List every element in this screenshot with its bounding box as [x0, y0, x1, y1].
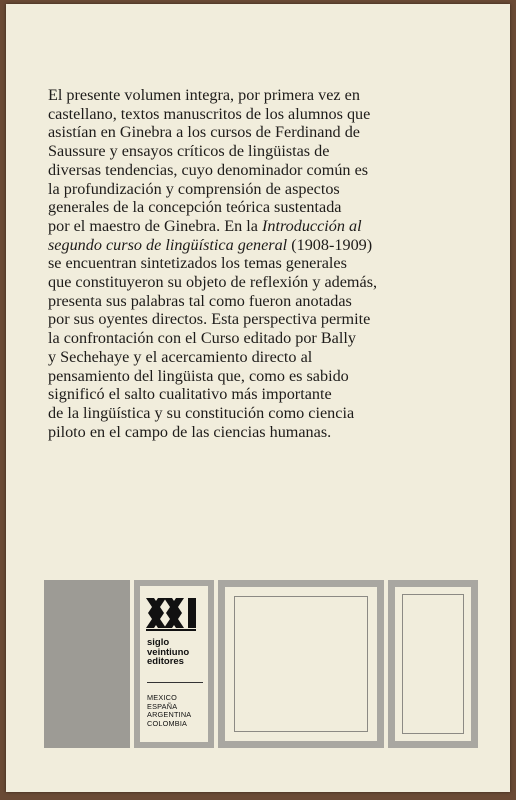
frame-panel-small-inner: [395, 587, 471, 741]
blurb-line: Saussure y ensayos críticos de lingüistas de: [48, 142, 330, 161]
blurb-line-roman: por el maestro de Ginebra. En la: [48, 216, 262, 235]
blurb-line: asistían en Ginebra a los cursos de Ferdinand de: [48, 123, 360, 142]
blurb-line: pensamiento del lingüista que, como es sabido: [48, 366, 349, 385]
blurb-line: y Sechehaye y el acercamiento directo al: [48, 347, 313, 366]
city: ESPAÑA: [147, 701, 178, 711]
publisher-panel: [134, 580, 214, 748]
blurb-line: la profundización y comprensión de aspectos: [48, 179, 340, 198]
publisher-name: [147, 638, 189, 667]
gray-panel: [44, 580, 130, 748]
publisher-cities: [147, 694, 191, 728]
blurb-line: [48, 236, 478, 255]
blurb-line: por sus oyentes directos. Esta perspectiva permite: [48, 310, 371, 329]
blurb-line: la confrontación con el Curso editado por Bally: [48, 329, 356, 348]
siglo-xxi-logo: [146, 598, 202, 632]
publisher-name-line: veintiuno: [147, 646, 190, 658]
frame-border: [402, 594, 464, 734]
book-back-cover: [6, 4, 510, 792]
publisher-band: [44, 580, 476, 748]
book-title-part2: segundo curso de lingüística general: [48, 235, 288, 254]
frame-border: [234, 596, 368, 732]
city: MEXICO: [147, 693, 177, 702]
publisher-name-line: siglo: [147, 637, 170, 648]
divider: [147, 682, 203, 683]
frame-panel-large: [218, 580, 384, 748]
blurb-line: presenta sus palabras tal como fueron anotadas: [48, 291, 352, 310]
blurb-line: se encuentran sintetizados los temas generales: [48, 254, 347, 273]
blurb-text: [48, 86, 478, 441]
city: ARGENTINA: [147, 710, 192, 720]
blurb-line: castellano, textos manuscritos de los alumnos que: [48, 104, 371, 123]
frame-panel-small: [388, 580, 478, 748]
blurb-line: [48, 217, 478, 236]
blurb-line: significó el salto cualitativo más importante: [48, 385, 332, 404]
blurb-line: piloto en el campo de las ciencias humanas.: [48, 422, 332, 441]
blurb-line: que constituyeron su objeto de reflexión y además,: [48, 273, 378, 292]
blurb-line: El presente volumen integra, por primera vez en: [48, 86, 360, 104]
city: COLOMBIA: [147, 718, 188, 728]
book-title-part1: Introducción al: [261, 216, 362, 235]
publisher-name-line: editores: [147, 656, 184, 668]
frame-panel-large-inner: [225, 587, 377, 741]
blurb-line: generales de la concepción teórica sustentada: [48, 198, 342, 217]
publisher-panel-inner: [140, 586, 208, 742]
blurb-line: diversas tendencias, cuyo denominador común es: [48, 160, 369, 179]
book-years: (1908-1909): [287, 235, 373, 254]
blurb-line: de la lingüística y su constitución como ciencia: [48, 403, 355, 422]
